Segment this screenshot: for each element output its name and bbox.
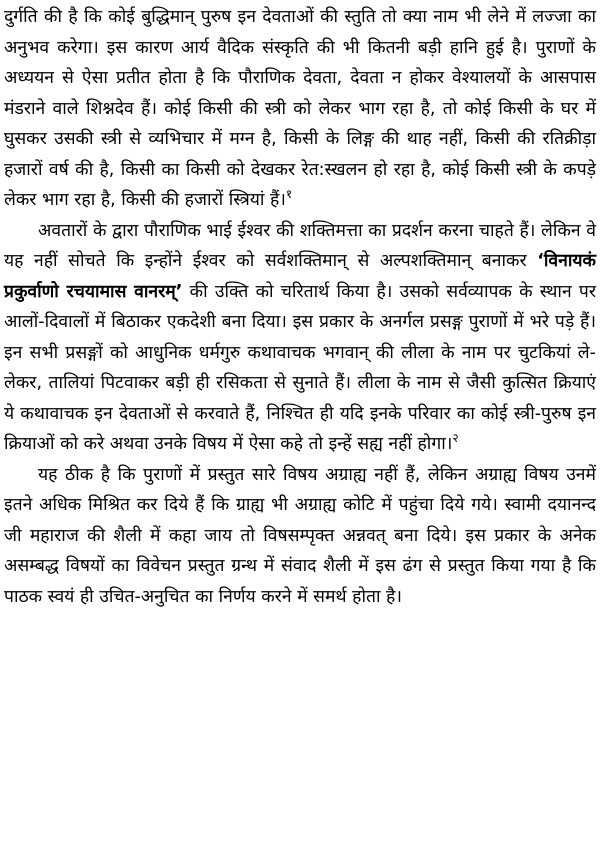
footnote-marker-1: १ [285,187,293,202]
paragraph-3-text: यह ठीक है कि पुराणों में प्रस्तुत सारे विषय अग्राह्य नहीं हैं, लेकिन अग्राह्य विषय उनमें इतने अधिक मिश्रित कर दिये हैं कि ग्राह्य भी अग्राह्य कोटि में पहुंचा दिये गये। स्वामी दयानन्द जी महाराज की शैली में कहा जाय तो विषसम्पृक्त अन्नवत् बना दिये। इस प्रकार के अनेक असम्बद्ध विषयों का विवेचन प्रस्तुत ग्रन्थ में संवाद शैली में इस ढंग से प्रस्तुत किया गया है कि पाठक स्वयं ही उचित-अनुचित का निर्णय करने में समर्थ होता है। [4,464,596,607]
paragraph-1 [4,2,596,216]
paragraph-3 [4,460,596,613]
document-page [4,2,596,612]
paragraph-2 [4,216,596,460]
sanskrit-quote: ‘विनायकं प्रकुर्वाणो रचयामास वानरम्’ [4,251,596,302]
footnote-marker-2: २ [452,431,459,446]
paragraph-2-text-after: की उक्ति को चरितार्थ किया है। उसको सर्वव्यापक के स्थान पर आलों-दिवालों में बिठाकर एकदेशी बना दिया। इस प्रकार के अनर्गल प्रसङ्ग पुराणों में भरे पड़े हैं। इन सभी प्रसङ्गों को आधुनिक धर्मगुरु कथावाचक भगवान् की लीला के नाम पर चुटकियां ले-लेकर, तालियां पिटवाकर बड़ी ही रसिकता से सुनाते हैं। लीला के नाम से जैसी कुत्सित क्रियाएं ये कथावाचक इन देवताओं से करवाते हैं, निश्चित ही यदि इनके परिवार का कोई स्त्री-पुरुष इन क्रियाओं को करे अथवा उनके विषय में ऐसा कहे तो इन्हें सह्य नहीं होगा। [4,281,596,454]
paragraph-1-text: दुर्गति की है कि कोई बुद्धिमान् पुरुष इन देवताओं की स्तुति तो क्या नाम भी लेने में लज्जा का अनुभव करेगा। इस कारण आर्य वैदिक संस्कृति की भी कितनी बड़ी हानि हुई है। पुराणों के अध्ययन से ऐसा प्रतीत होता है कि पौराणिक देवता, देवता न होकर वेश्यालयों के आसपास मंडराने वाले शिश्नदेव हैं। कोई किसी की स्त्री को लेकर भाग रहा है, तो कोई किसी के घर में घुसकर उसकी स्त्री से व्यभिचार में मग्न है, किसी के लिङ्ग की थाह नहीं, किसी की रतिक्रीड़ा हजारों वर्ष की है, किसी का किसी को देखकर रेत:स्खलन हो रहा है, कोई किसी स्त्री के कपड़े लेकर भाग रहा है, किसी की हजारों स्त्रियां हैं। [4,7,596,210]
paragraph-2-text-before: अवतारों के द्वारा पौराणिक भाई ईश्वर की शक्तिमत्ता का प्रदर्शन करना चाहते हैं। लेकिन वे यह नहीं सोचते कि इन्होंने ईश्वर को सर्वशक्तिमान् से अल्पशक्तिमान् बनाकर [4,220,596,271]
